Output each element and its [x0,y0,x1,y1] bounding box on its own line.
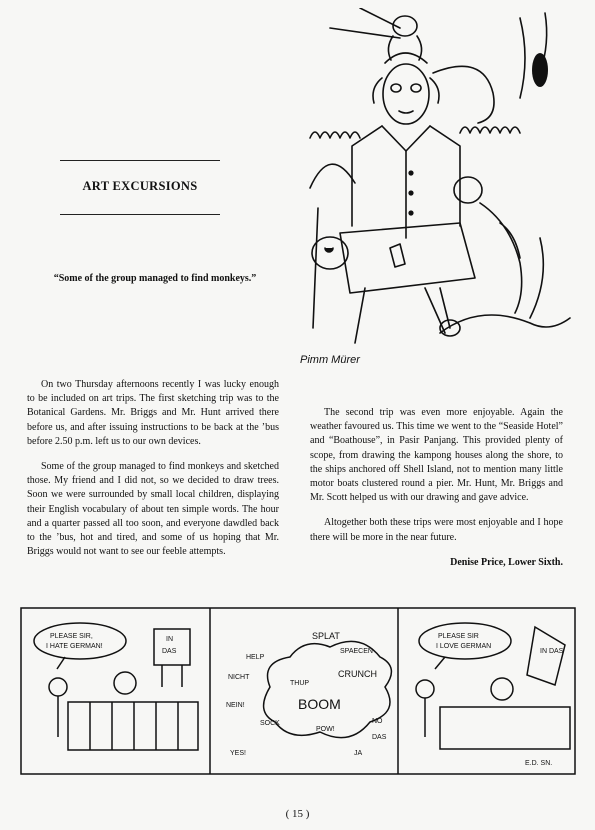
title-block [60,160,220,215]
speech-text: I LOVE GERMAN [436,643,492,650]
speech-bubble [419,623,511,659]
board-text: DAS [162,648,177,655]
paragraph: Altogether both these trips were most enjoyable and I hope there will be more in the near future. [310,517,563,543]
board-text: IN DAS [540,648,564,655]
author-byline: Denise Price, Lower Sixth. [450,556,563,568]
sound-effect: SPLAT [312,631,340,641]
girl-head [383,64,429,124]
speech-text: PLEASE SIR, [50,633,93,640]
sound-effect: CRUNCH [338,669,377,679]
sound-effect: DAS [372,734,387,741]
paragraph: The second trip was even more enjoyable. Again the weather favoured us. This time we went to the “Seaside Hotel” and “Boathouse”, in Pasir Panjang. This provided plenty of scope, from drawing the kampong houses along the shore, to the ships anchored off Shell Island, not to mention many little motor boats clustered round a pier. Mr. Hunt, Mr. Briggs and Mr. Scott helped us with our drawing and gave advice. [310,407,563,504]
chalkboard [154,629,190,665]
comic-panel-3 [416,623,570,749]
monkey-illustration [290,8,580,368]
paragraph: On two Thursday afternoons recently I was lucky enough to be included on art trips. The first sketching trip was to the Botanical Gardens. Mr. Briggs and Mr. Hunt arrived there before us, and after issuing instructions to be back at the ’bus before 2.50 p.m. left us to our own devices. [27,379,279,447]
sound-effect: NO [372,718,383,725]
sound-effect: YES! [230,750,246,757]
page-number: ( 15 ) [285,808,310,820]
left-text-column [27,378,279,570]
sound-effect: BOOM [298,696,341,712]
sound-effect: SPAECEN [340,648,373,655]
sound-effect: THUP [290,680,310,687]
speech-bubble [34,623,126,659]
illustration-signature: Pimm Mürer [300,354,360,366]
board-text: IN [166,636,173,643]
speech-text: I HATE GERMAN! [46,643,103,650]
right-text-column [310,406,563,570]
pupil [49,678,67,696]
title-bottom-rule [60,214,220,215]
sound-effect: SOCK [260,720,280,727]
sound-effect: POW! [316,726,335,733]
teacher [114,672,136,694]
article-title: ART EXCURSIONS [82,179,198,193]
teacher [491,678,513,700]
sound-effect: JA [354,750,363,757]
speech-text: PLEASE SIR [438,633,479,640]
sound-effect: NICHT [228,674,250,681]
title-top-rule [60,160,220,161]
pupil [416,680,434,698]
sketchbook [340,223,475,293]
damaged-chalkboard [527,627,565,685]
paragraph: Some of the group managed to find monkeys and sketched those. My friend and I did not, so we decided to draw trees. Soon we were surrounded by small local children, displaying their English vocabulary of about ten simple words. The hour and a quarter passed all too soon, and everyone dawdled back to the ’bus, hot and tired, and some of us hoping that Mr. Briggs would not want to see our feeble attempts. [27,461,279,558]
sound-effect: HELP [246,654,265,661]
dark-sun-mark [532,53,548,87]
comic-strip [20,607,576,775]
comic-signature: E.D. SN. [525,760,553,767]
left-monkey [310,164,355,188]
sound-effect: NEIN! [226,702,245,709]
right-monkey [454,177,482,203]
teacher-desk [440,707,570,749]
illustration-caption: “Some of the group managed to find monkeys.” [53,273,257,284]
